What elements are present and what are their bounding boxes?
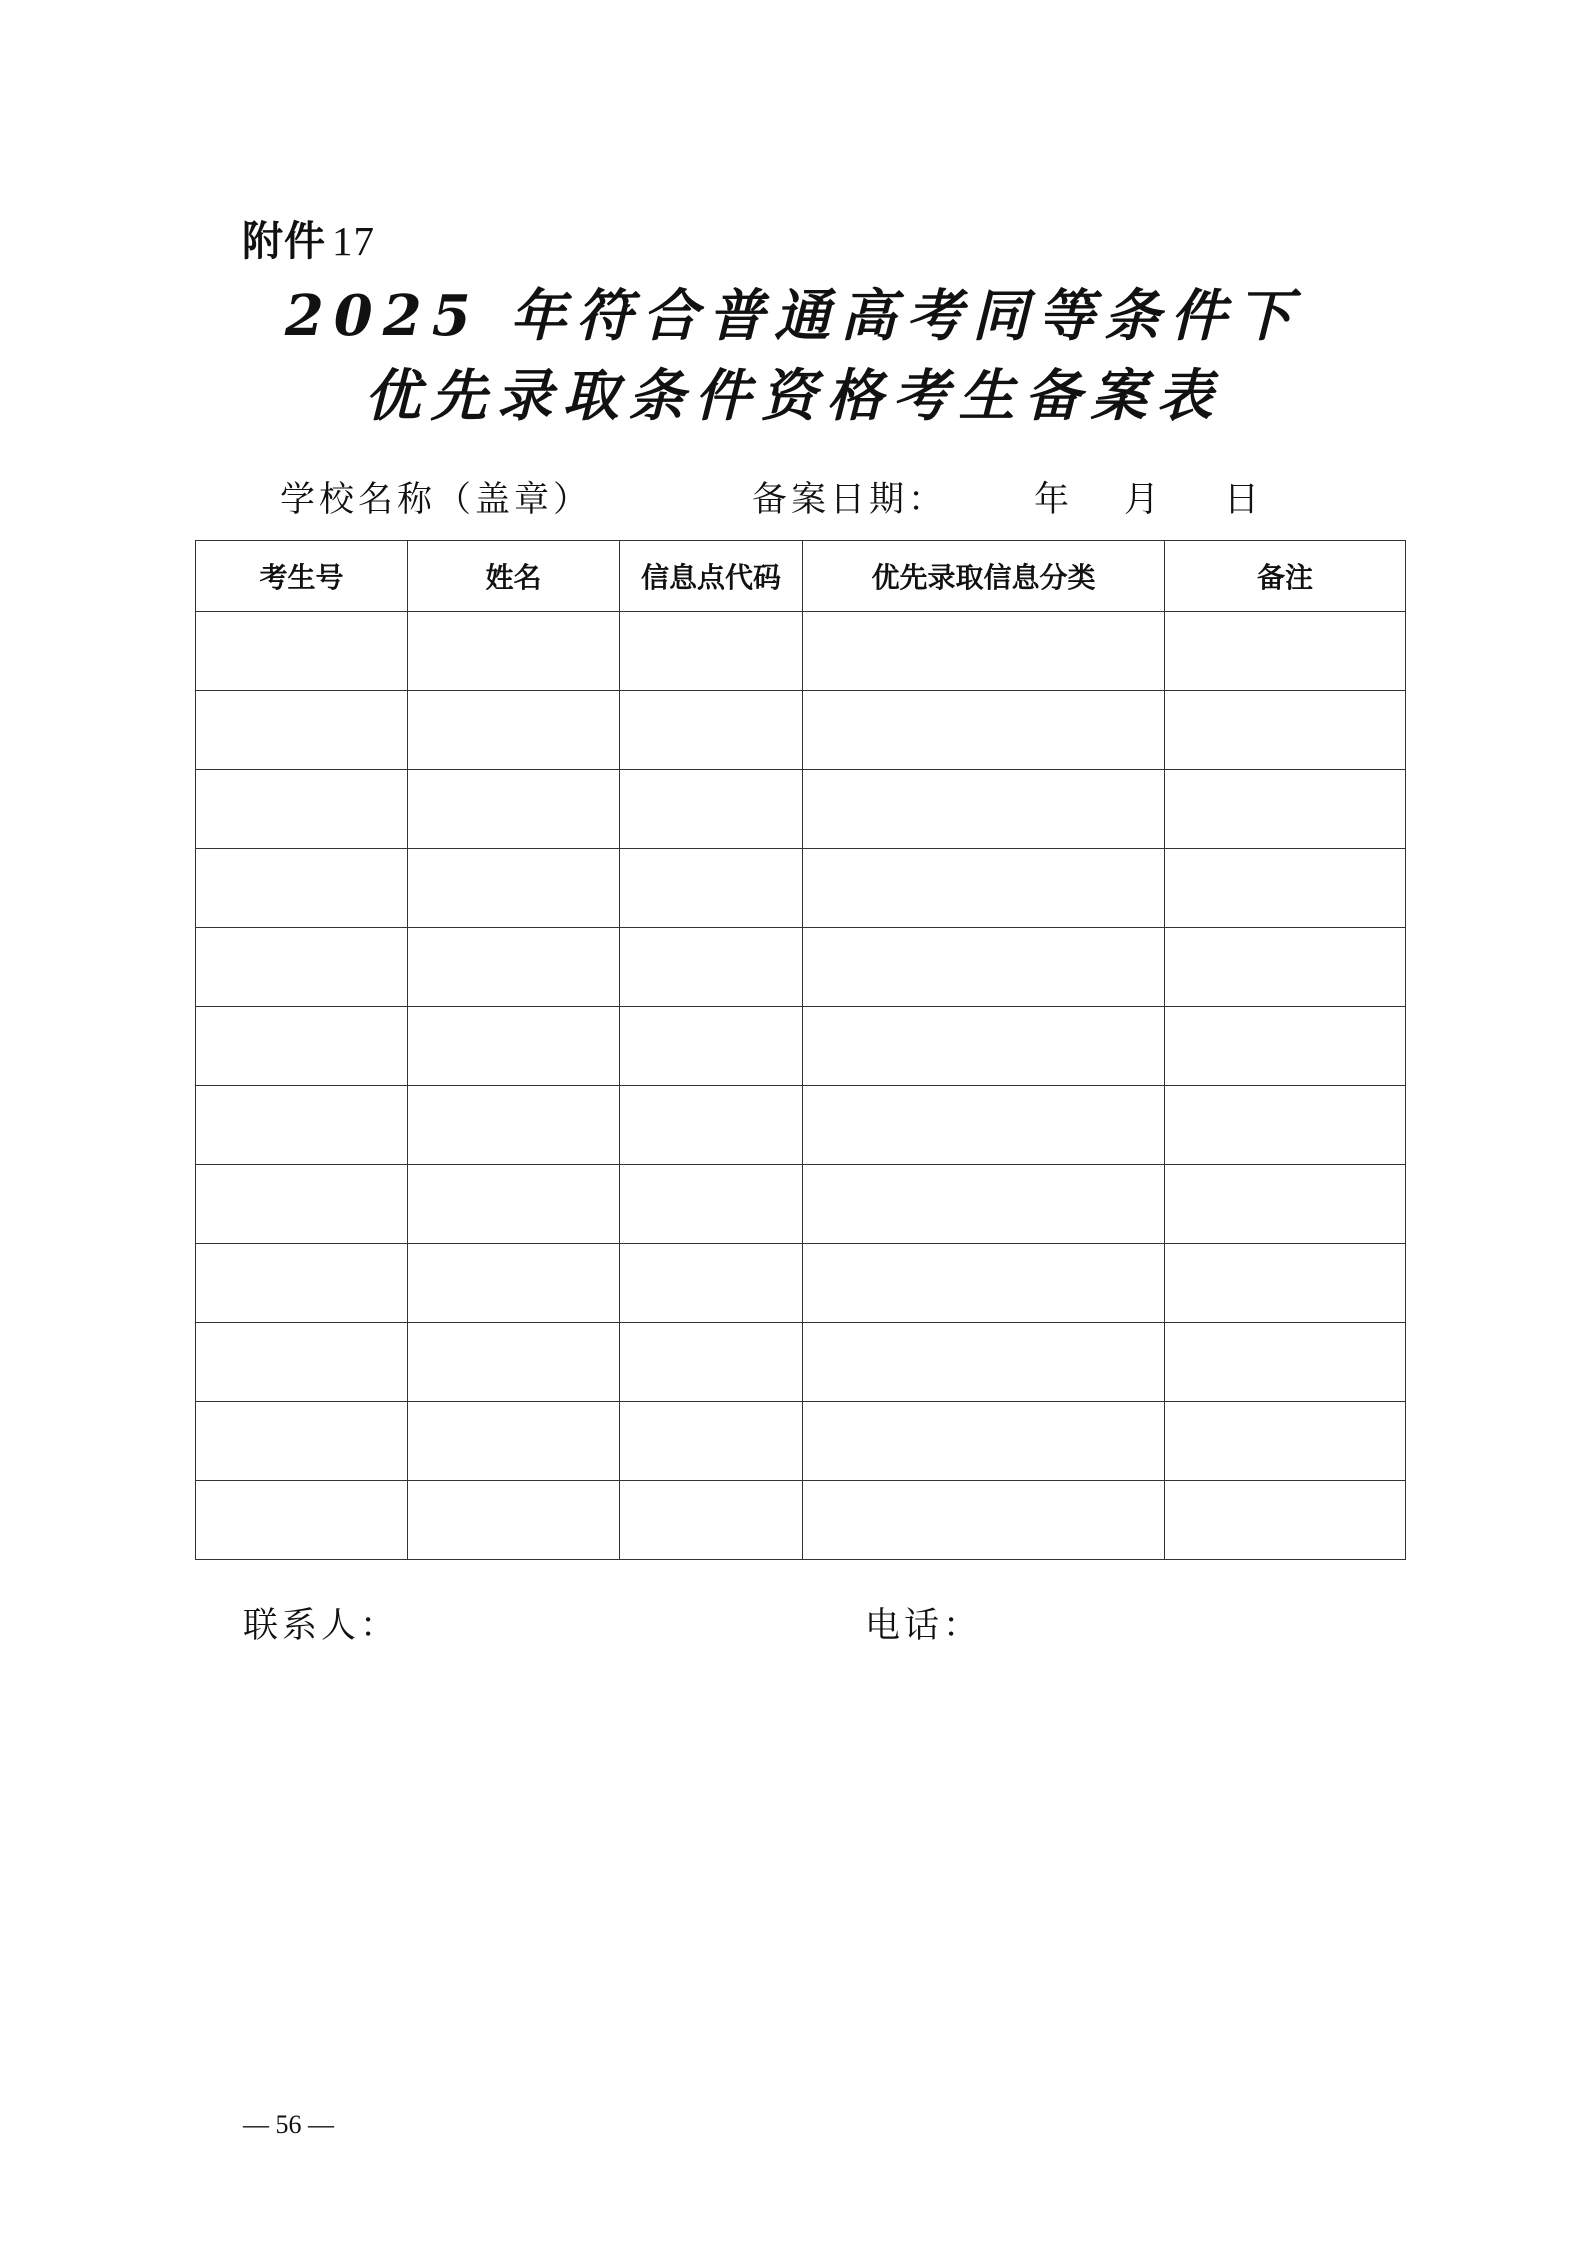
table-cell[interactable] (620, 1323, 803, 1402)
table-cell[interactable] (1165, 1086, 1406, 1165)
table-cell[interactable] (408, 612, 620, 691)
table-cell[interactable] (1165, 928, 1406, 1007)
table-row (196, 691, 1406, 770)
table-row (196, 1481, 1406, 1560)
table-cell[interactable] (803, 1165, 1165, 1244)
table-body (196, 612, 1406, 1560)
table-cell[interactable] (408, 928, 620, 1007)
column-header-candidate-number: 考生号 (196, 541, 408, 612)
table-cell[interactable] (408, 1007, 620, 1086)
table-cell[interactable] (408, 849, 620, 928)
date-day-label: 日 (1224, 480, 1264, 520)
table-cell[interactable] (1165, 849, 1406, 928)
column-header-remarks: 备注 (1165, 541, 1406, 612)
table-cell[interactable] (620, 1402, 803, 1481)
table-cell[interactable] (408, 1402, 620, 1481)
contact-person-label: 联系人： (243, 1606, 400, 1646)
table-cell[interactable] (803, 928, 1165, 1007)
table-row (196, 1086, 1406, 1165)
phone-label: 电话： (865, 1606, 983, 1646)
table-cell[interactable] (803, 612, 1165, 691)
table-cell[interactable] (803, 1323, 1165, 1402)
table-cell[interactable] (803, 1481, 1165, 1560)
table-cell[interactable] (1165, 1481, 1406, 1560)
table-cell[interactable] (196, 612, 408, 691)
table-cell[interactable] (408, 1481, 620, 1560)
table-cell[interactable] (620, 928, 803, 1007)
table-cell[interactable] (803, 770, 1165, 849)
table-cell[interactable] (1165, 1007, 1406, 1086)
table-cell[interactable] (803, 1007, 1165, 1086)
table-row (196, 1007, 1406, 1086)
table-cell[interactable] (803, 1086, 1165, 1165)
table-cell[interactable] (196, 1165, 408, 1244)
document-title-line-1: 2025 年符合普通高考同等条件下 (284, 283, 1303, 349)
table-cell[interactable] (620, 1086, 803, 1165)
table-cell[interactable] (408, 1086, 620, 1165)
table-cell[interactable] (620, 1007, 803, 1086)
table-cell[interactable] (196, 770, 408, 849)
table-cell[interactable] (196, 1007, 408, 1086)
table-cell[interactable] (620, 849, 803, 928)
attachment-label-text: 附件 (242, 217, 326, 265)
attachment-label (242, 208, 375, 267)
record-table (195, 540, 1406, 1560)
filing-date-label: 备案日期： (752, 480, 948, 520)
table-row (196, 1402, 1406, 1481)
column-header-priority-category: 优先录取信息分类 (803, 541, 1165, 612)
table-cell[interactable] (1165, 1402, 1406, 1481)
table-row (196, 1323, 1406, 1402)
table-cell[interactable] (196, 1244, 408, 1323)
table-cell[interactable] (1165, 1244, 1406, 1323)
table-cell[interactable] (620, 691, 803, 770)
table-cell[interactable] (196, 849, 408, 928)
table-cell[interactable] (408, 1244, 620, 1323)
table-cell[interactable] (196, 1323, 408, 1402)
table-row (196, 612, 1406, 691)
table-cell[interactable] (1165, 612, 1406, 691)
table-row (196, 928, 1406, 1007)
table-cell[interactable] (620, 612, 803, 691)
attachment-number: 17 (332, 218, 375, 264)
table-cell[interactable] (196, 928, 408, 1007)
table-cell[interactable] (803, 1402, 1165, 1481)
table-row (196, 770, 1406, 849)
table-row (196, 1165, 1406, 1244)
table-cell[interactable] (1165, 691, 1406, 770)
table-cell[interactable] (408, 1165, 620, 1244)
table-cell[interactable] (408, 770, 620, 849)
table-cell[interactable] (196, 1086, 408, 1165)
page-number: — 56 — (243, 2110, 334, 2139)
table-cell[interactable] (196, 1481, 408, 1560)
table-cell[interactable] (620, 1165, 803, 1244)
table-cell[interactable] (196, 1402, 408, 1481)
table-cell[interactable] (408, 1323, 620, 1402)
table-row (196, 849, 1406, 928)
date-month-label: 月 (1124, 480, 1164, 520)
column-header-name: 姓名 (408, 541, 620, 612)
table-cell[interactable] (1165, 770, 1406, 849)
document-title-line-2: 优先录取条件资格考生备案表 (364, 363, 1223, 429)
date-year-label: 年 (1034, 480, 1074, 520)
table-cell[interactable] (803, 691, 1165, 770)
table-cell[interactable] (408, 691, 620, 770)
table-header-row (196, 541, 1406, 612)
table-cell[interactable] (803, 849, 1165, 928)
table-cell[interactable] (1165, 1323, 1406, 1402)
school-name-label: 学校名称（盖章） (280, 480, 593, 520)
table-cell[interactable] (196, 691, 408, 770)
table-cell[interactable] (620, 1481, 803, 1560)
table-cell[interactable] (620, 1244, 803, 1323)
table-row (196, 1244, 1406, 1323)
table-cell[interactable] (803, 1244, 1165, 1323)
table-cell[interactable] (620, 770, 803, 849)
table-cell[interactable] (1165, 1165, 1406, 1244)
column-header-info-code: 信息点代码 (620, 541, 803, 612)
